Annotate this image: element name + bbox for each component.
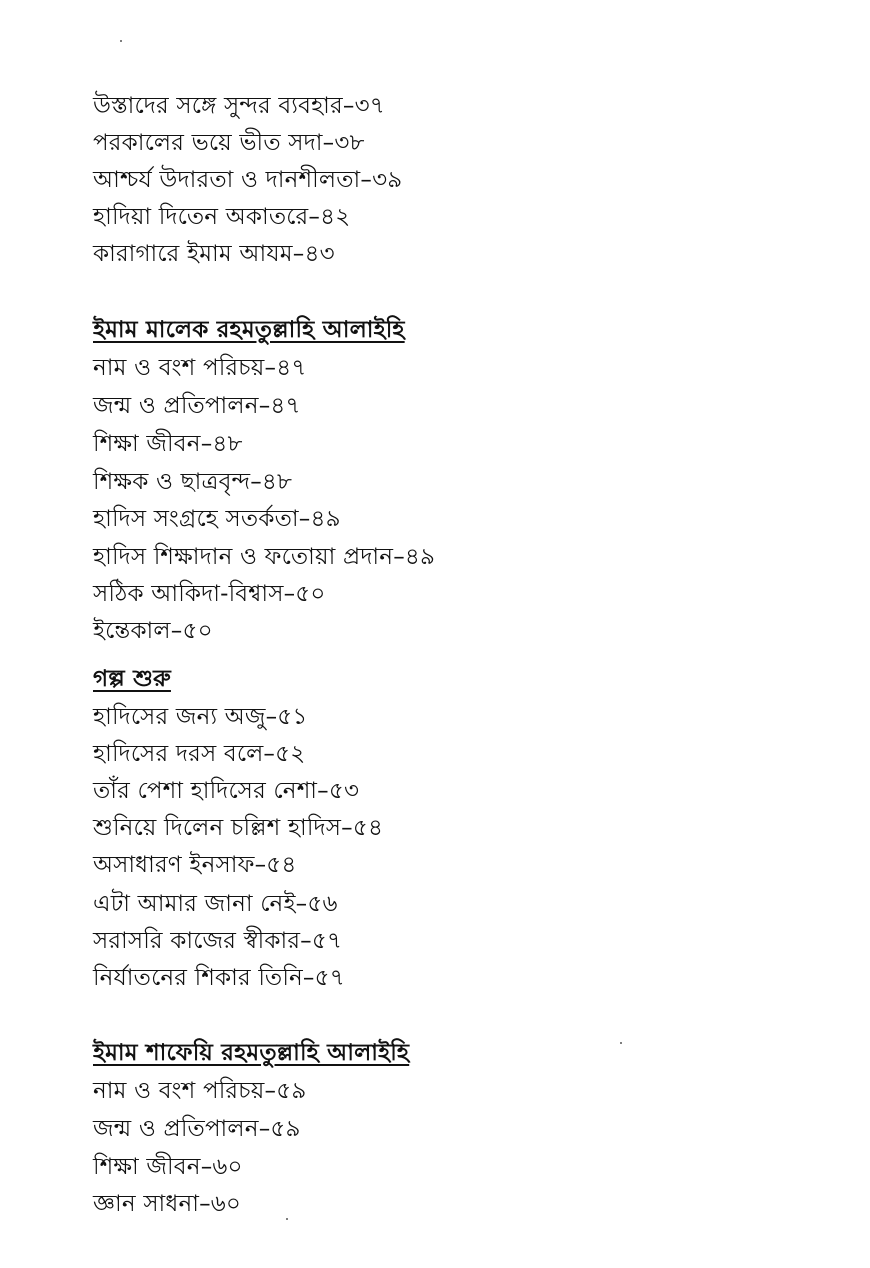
toc-entry: শিক্ষা জীবন–৪৮ — [93, 431, 243, 457]
toc-entry: ইন্তেকাল–৫০ — [93, 618, 213, 644]
toc-entry: সঠিক আকিদা-বিশ্বাস–৫০ — [93, 581, 326, 607]
toc-entry: কারাগারে ইমাম আযম–৪৩ — [93, 241, 335, 267]
toc-entry: আশ্চর্য উদারতা ও দানশীলতা–৩৯ — [93, 167, 403, 193]
toc-entry: শিক্ষক ও ছাত্রবৃন্দ–৪৮ — [93, 469, 293, 495]
toc-entry: উস্তাদের সঙ্গে সুন্দর ব্যবহার–৩৭ — [93, 93, 385, 119]
toc-entry: নাম ও বংশ পরিচয়–৫৯ — [93, 1078, 307, 1104]
toc-entry: শিক্ষা জীবন–৬০ — [93, 1154, 243, 1180]
toc-entry: অসাধারণ ইনসাফ–৫৪ — [93, 852, 297, 878]
toc-entry: সরাসরি কাজের স্বীকার–৫৭ — [93, 928, 343, 954]
toc-entry: হাদিয়া দিতেন অকাতরে–৪২ — [93, 204, 351, 230]
toc-entry: জ্ঞান সাধনা–৬০ — [93, 1191, 242, 1217]
toc-entry: জন্ম ও প্রতিপালন–৪৭ — [93, 393, 301, 419]
toc-entry: শুনিয়ে দিলেন চল্লিশ হাদিস–৫৪ — [93, 815, 384, 841]
toc-entry: হাদিসের দরস বলে–৫২ — [93, 741, 306, 767]
section-heading: ইমাম মালেক রহমতুল্লাহি আলাইহি — [93, 317, 405, 343]
scan-speck — [120, 40, 122, 42]
toc-entry: হাদিস শিক্ষাদান ও ফতোয়া প্রদান–৪৯ — [93, 544, 436, 570]
toc-entry: নির্যাতনের শিকার তিনি–৫৭ — [93, 965, 345, 991]
section-heading: ইমাম শাফেয়ি রহমতুল্লাহি আলাইহি — [93, 1040, 410, 1066]
scan-speck — [286, 1218, 288, 1220]
toc-entry: পরকালের ভয়ে ভীত সদা–৩৮ — [93, 130, 365, 156]
toc-entry: নাম ও বংশ পরিচয়–৪৭ — [93, 355, 307, 381]
toc-entry: জন্ম ও প্রতিপালন–৫৯ — [93, 1116, 301, 1142]
toc-entry: হাদিসের জন্য অজু–৫১ — [93, 704, 308, 730]
scan-speck — [620, 1042, 622, 1044]
toc-entry: এটা আমার জানা নেই–৫৬ — [93, 891, 338, 917]
toc-entry: হাদিস সংগ্রহে সতর্কতা–৪৯ — [93, 506, 341, 532]
toc-entry: তাঁর পেশা হাদিসের নেশা–৫৩ — [93, 778, 360, 804]
section-heading: গল্প শুরু — [93, 666, 171, 692]
